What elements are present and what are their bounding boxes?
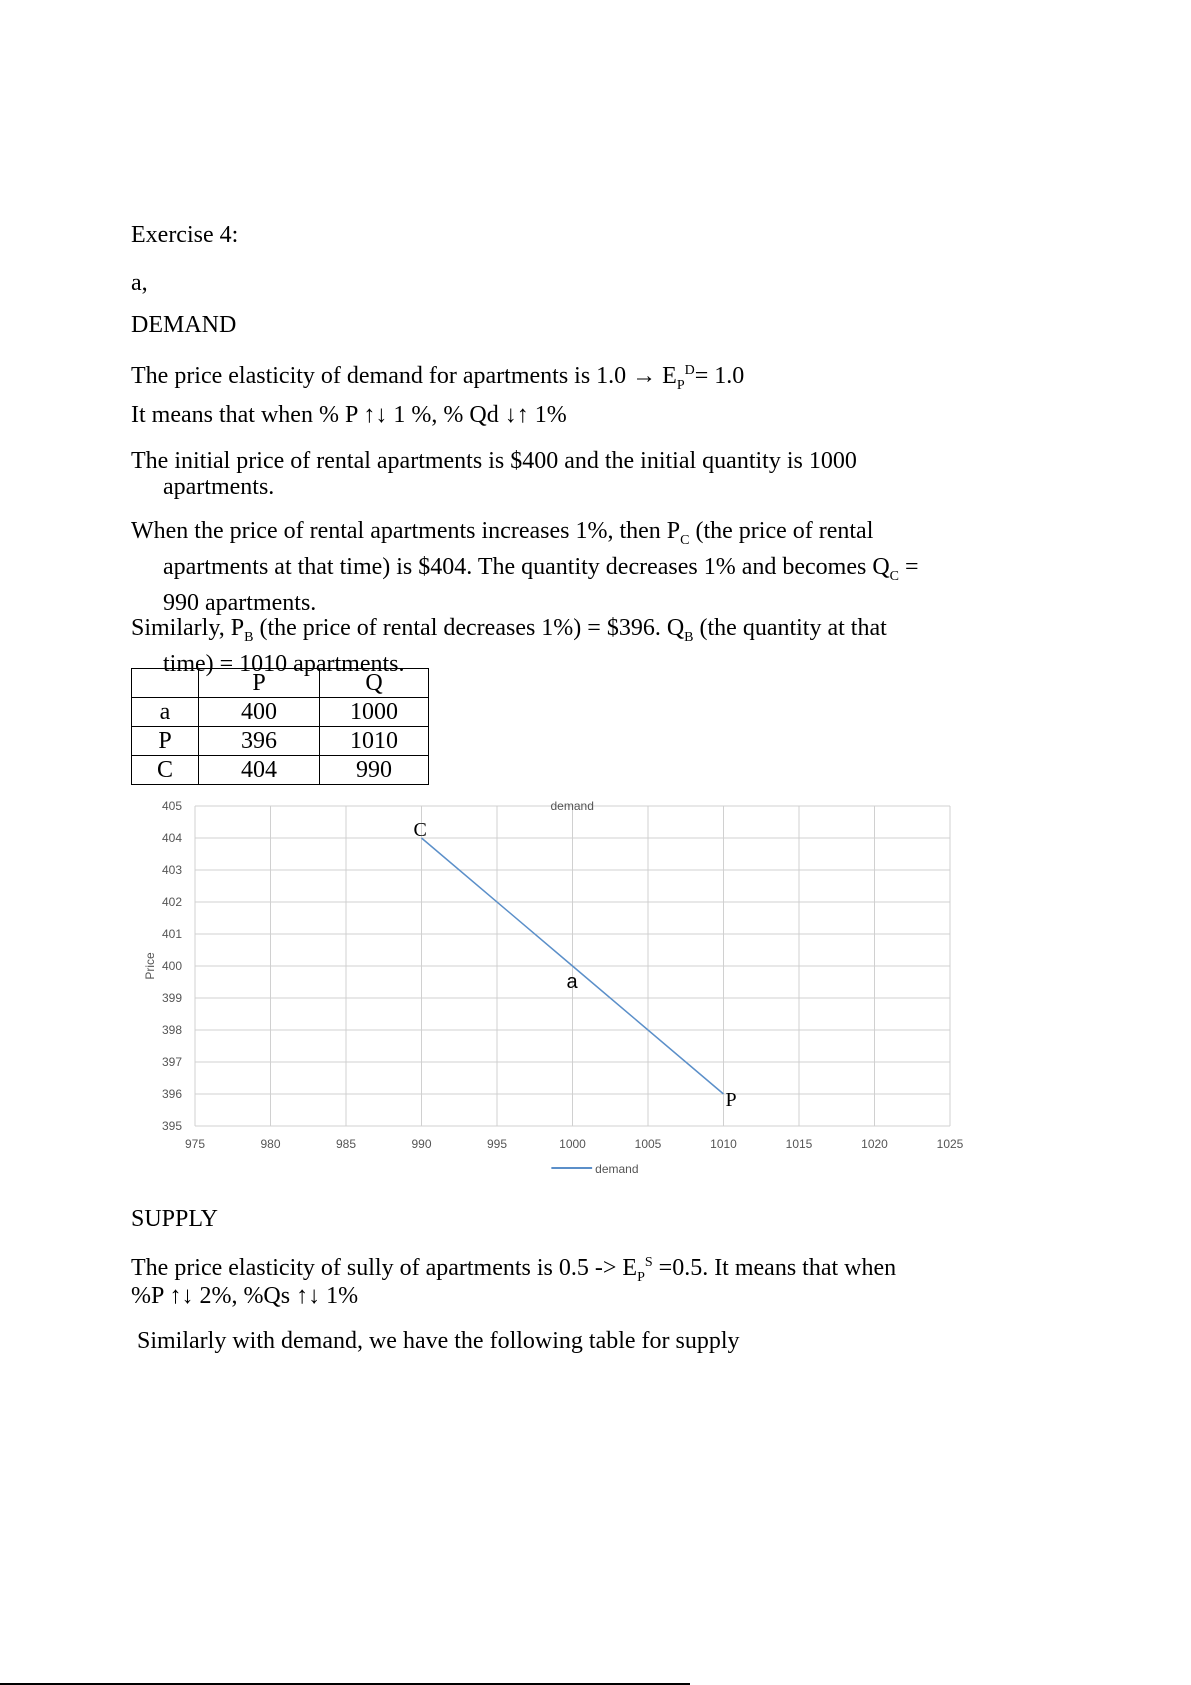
y-tick-label: 400 (161, 959, 182, 973)
cell: 396 (199, 727, 320, 756)
y-tick-label: 401 (161, 927, 182, 941)
decrease-paragraph: Similarly, $P_B$ (the price of rental decreases 1%) = $396. $Q_B$ (the quantity at that time) = 1010 apartments. (131, 615, 887, 677)
x-tick-label: 1020 (861, 1137, 888, 1151)
table-row (132, 698, 429, 727)
cell: P (132, 727, 199, 756)
part-label: a, (131, 270, 148, 296)
x-tick-label: 985 (335, 1137, 357, 1151)
cell: a (132, 698, 199, 727)
y-axis-label: Price (143, 952, 157, 980)
demand-heading: DEMAND (131, 312, 237, 338)
x-tick-label: 1000 (559, 1137, 586, 1151)
supply-heading: SUPPLY (131, 1206, 218, 1232)
point-label-P: P (725, 1089, 737, 1111)
x-tick-label: 990 (411, 1137, 432, 1151)
x-tick-label: 1005 (634, 1137, 662, 1151)
cell: C (132, 756, 199, 785)
y-tick-label: 396 (161, 1087, 182, 1101)
point-label-a: a (566, 971, 578, 993)
cell: 1000 (320, 698, 429, 727)
x-tick-label: 980 (260, 1137, 281, 1151)
increase-paragraph: When the price of rental apartments increases 1%, then $P_C$ (the price of rental apartments at that time) is $404. The quantity decreases 1% and becomes $Q_C$ = 990 apartments. (131, 518, 919, 616)
chart-title: demand (550, 799, 594, 813)
table-header-row (132, 669, 429, 698)
x-tick-label: 1015 (785, 1137, 813, 1151)
legend-label: demand (595, 1162, 639, 1176)
point-label-C: C (413, 819, 427, 841)
initial-paragraph: The initial price of rental apartments is $400 and the initial quantity is 1000 apartments. (131, 448, 857, 500)
supply-meaning: %P ↑↓ 2%, %Qs ↑↓ 1% (131, 1283, 359, 1309)
table-row (132, 756, 429, 785)
y-tick-label: 397 (161, 1055, 182, 1069)
header-cell: Q (320, 669, 429, 698)
y-tick-label: 398 (161, 1023, 182, 1037)
y-tick-label: 403 (161, 863, 182, 877)
cell: 404 (199, 756, 320, 785)
y-tick-label: 404 (161, 831, 182, 845)
elasticity-statement: The price elasticity of demand for apartments is $1.0 \to E_P^D= 1.0$ (131, 363, 745, 393)
y-tick-label: 402 (161, 895, 182, 909)
meaning-statement: It means that when % P ↑↓ 1 %, % Qd ↓↑ 1% (131, 402, 567, 428)
cell: 990 (320, 756, 429, 785)
header-cell: P (199, 669, 320, 698)
x-tick-label: 1025 (936, 1137, 964, 1151)
supply-elasticity: The price elasticity of sully of apartments is $0.5 -> E_P^S =0.5$. It means that when (131, 1255, 897, 1285)
y-tick-label: 405 (161, 799, 182, 813)
cell: 400 (199, 698, 320, 727)
price-quantity-table (131, 668, 429, 785)
y-tick-label: 395 (161, 1119, 182, 1133)
x-tick-label: 1010 (710, 1137, 737, 1151)
y-tick-label: 399 (161, 991, 182, 1005)
x-tick-label: 995 (486, 1137, 508, 1151)
x-tick-label: 975 (184, 1137, 206, 1151)
exercise-heading: Exercise 4: (131, 222, 239, 248)
demand-chart (130, 790, 970, 1190)
table-row (132, 727, 429, 756)
header-cell (132, 669, 199, 698)
supply-intro: Similarly with demand, we have the following table for supply (131, 1328, 740, 1354)
cell: 1010 (320, 727, 429, 756)
